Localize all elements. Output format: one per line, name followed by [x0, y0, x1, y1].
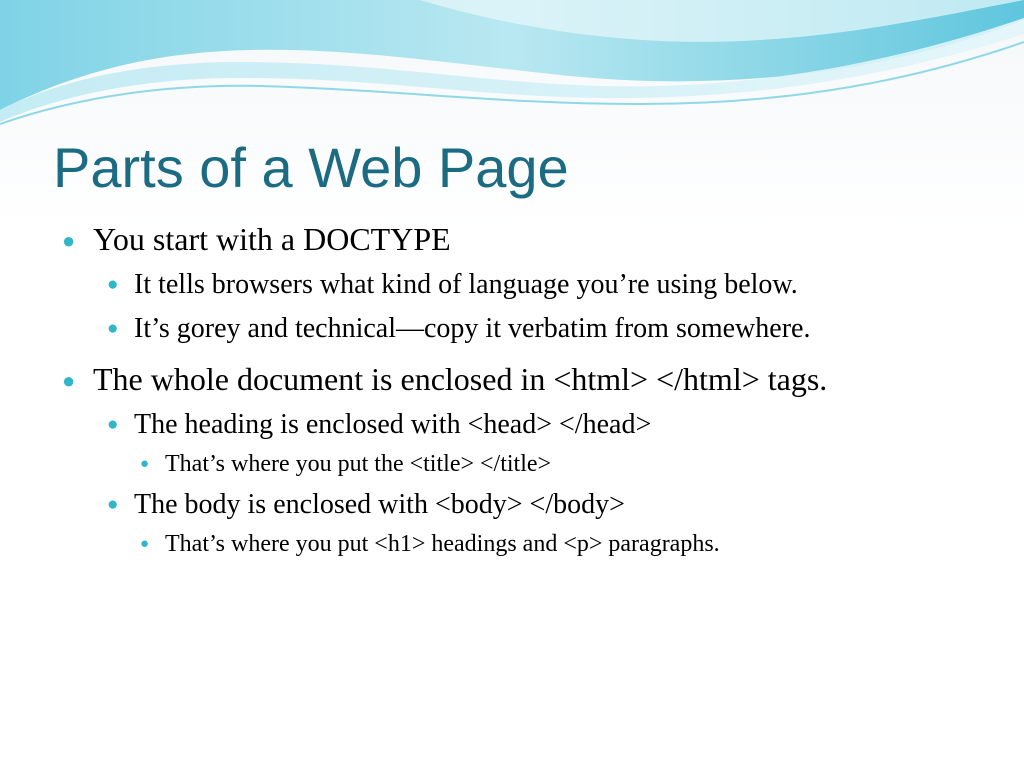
list-item-text: You start with a DOCTYPE: [93, 221, 451, 257]
bullet-icon: ●: [62, 228, 76, 253]
list-item: [62, 488, 982, 522]
slide-title: Parts of a Web Page: [53, 136, 569, 199]
list-item: [62, 530, 982, 559]
bullet-list: [62, 220, 982, 559]
bullet-icon: ●: [107, 413, 119, 435]
bullet-icon: ●: [107, 494, 119, 516]
list-item: [62, 220, 982, 258]
bullet-icon: ●: [107, 317, 119, 339]
list-item-text: The whole document is enclosed in <html> </html> tags.: [93, 360, 828, 397]
list-item-text: The body is enclosed with <body> </body>: [134, 489, 625, 521]
list-item: [62, 360, 982, 398]
list-item-text: It’s gorey and technical—copy it verbatim from somewhere.: [134, 312, 811, 344]
bullet-icon: ●: [62, 367, 76, 393]
list-item-text: That’s where you put <h1> headings and <p> paragraphs.: [165, 530, 720, 557]
list-item-text: It tells browsers what kind of language you’re using below.: [134, 269, 798, 301]
list-item: [62, 268, 982, 302]
bullet-icon: ●: [107, 274, 119, 296]
bullet-icon: ●: [140, 455, 150, 472]
list-item: [62, 408, 982, 442]
bullet-icon: ●: [140, 535, 150, 552]
decorative-wave-header: [0, 0, 1024, 130]
list-item: [62, 312, 982, 346]
list-item-text: That’s where you put the <title> </title>: [165, 450, 552, 477]
list-item: [62, 450, 982, 479]
list-item-text: The heading is enclosed with <head> </head>: [134, 408, 652, 440]
